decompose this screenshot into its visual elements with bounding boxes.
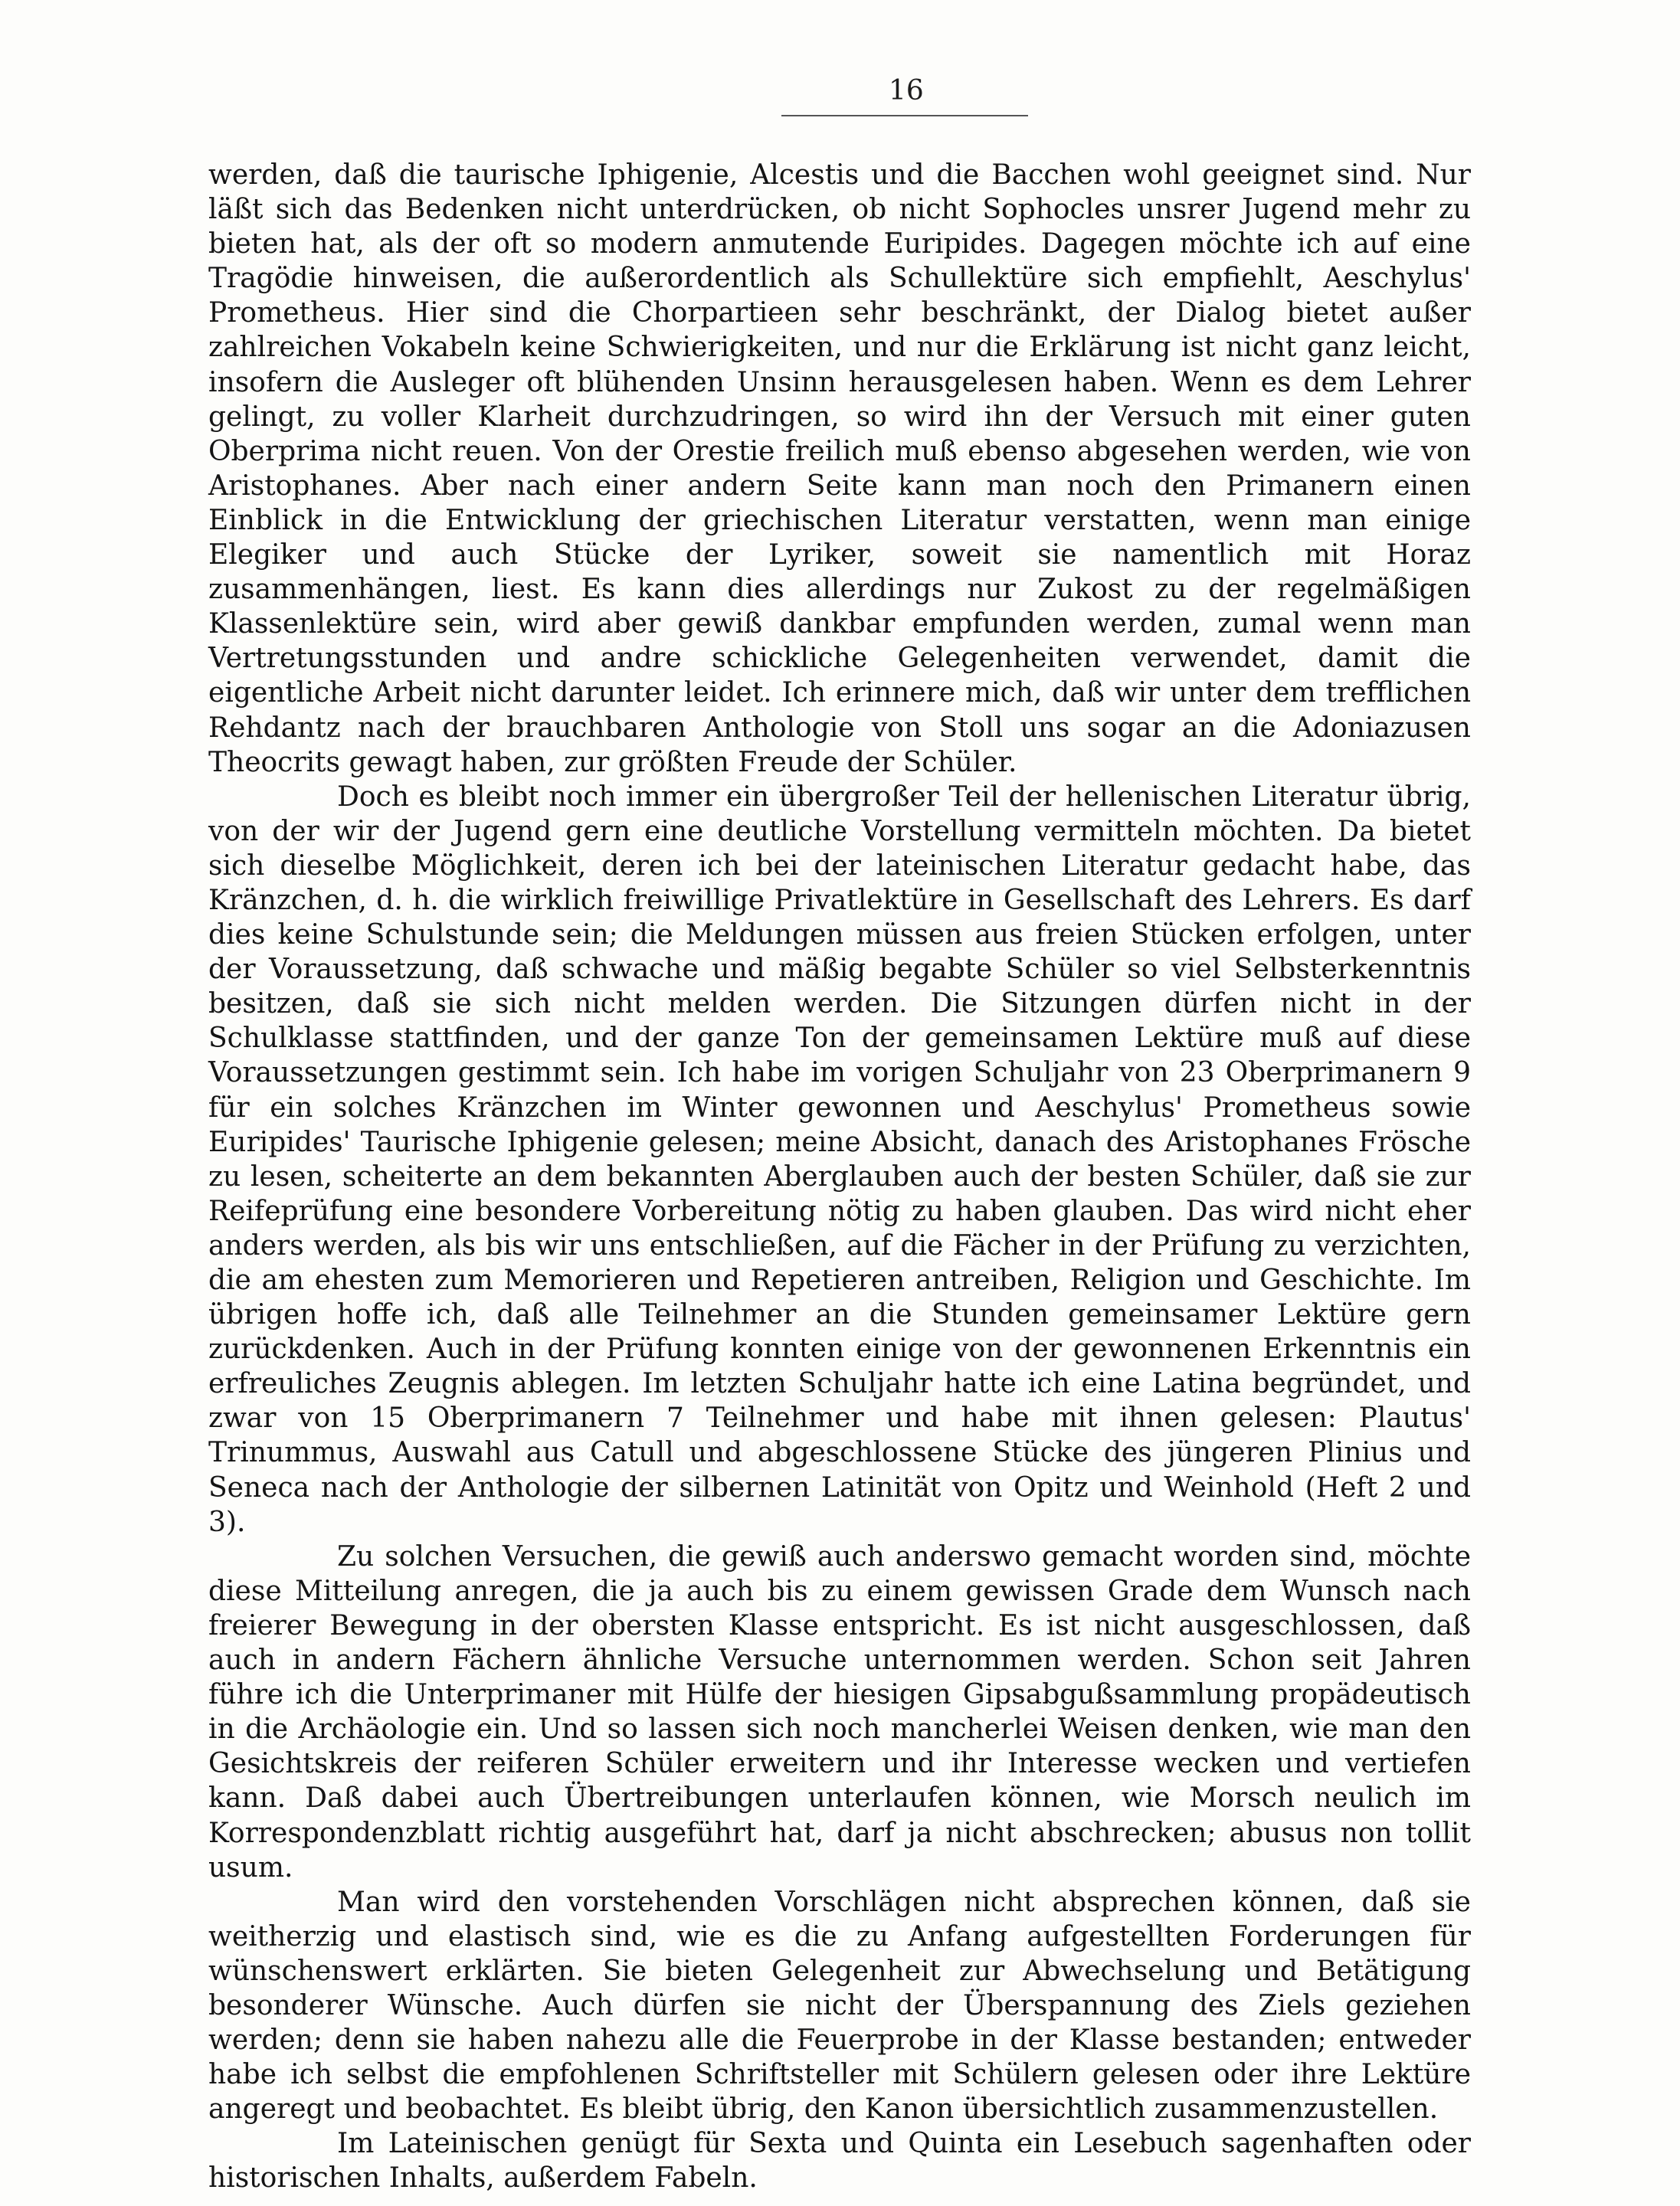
body-text	[208, 158, 1471, 2196]
header-rule	[781, 115, 1028, 116]
page-header	[781, 74, 1028, 109]
paragraph-3: Zu solchen Versuchen, die gewiß auch anderswo gemacht worden sind, möchte diese Mitteilung anregen, die ja auch bis zu einem gewissen Grade dem Wunsch nach freierer Bewegung in der obersten Klasse entspricht. Es ist nicht ausgeschlossen, daß auch in andern Fächern ähnliche Versuche unternommen werden. Schon seit Jahren führe ich die Unterprimaner mit Hülfe der hiesigen Gipsabgußsammlung propädeutisch in die Archäologie ein. Und so lassen sich noch mancherlei Weisen denken, wie man den Gesichtskreis der reiferen Schüler erweitern und ihr Interesse wecken und vertiefen kann. Daß dabei auch Übertreibungen unterlaufen können, wie Morsch neulich im Korrespondenzblatt richtig ausgeführt hat, darf ja nicht abschrecken; abusus non tollit usum.	[208, 1540, 1471, 1884]
paragraph-5: Im Lateinischen genügt für Sexta und Quinta ein Lesebuch sagenhaften oder historischen Inhalts, außerdem Fabeln.	[208, 2128, 1471, 2195]
paragraph-2: Doch es bleibt noch immer ein übergroßer Teil der hellenischen Literatur übrig, von der wir der Jugend gern eine deutliche Vorstellung vermitteln möchten. Da bietet sich dieselbe Möglichkeit, deren ich bei der lateinischen Literatur gedacht habe, das Kränzchen, d. h. die wirklich freiwillige Privatlektüre in Gesellschaft des Lehrers. Es darf dies keine Schulstunde sein; die Meldungen müssen aus freien Stücken erfolgen, unter der Voraussetzung, daß schwache und mäßig begabte Schüler so viel Selbsterkenntnis besitzen, daß sie sich nicht melden werden. Die Sitzungen dürfen nicht in der Schulklasse stattfinden, und der ganze Ton der gemeinsamen Lektüre muß auf diese Voraussetzungen gestimmt sein. Ich habe im vorigen Schuljahr von 23 Oberprimanern 9 für ein solches Kränzchen im Winter gewonnen und Aeschylus' Prometheus sowie Euripides' Taurische Iphigenie gelesen; meine Absicht, danach des Aristophanes Frösche zu lesen, scheiterte an dem bekannten Aberglauben auch der besten Schüler, daß sie zur Reifeprüfung eine besondere Vorbereitung nötig zu haben glauben. Das wird nicht eher anders werden, als bis wir uns entschließen, auf die Fächer in der Prüfung zu verzichten, die am ehesten zum Memorieren und Repetieren antreiben, Religion und Geschichte. Im übrigen hoffe ich, daß alle Teilnehmer an die Stunden gemeinsamer Lektüre gern zurückdenken. Auch in der Prüfung konnten einige von der gewonnenen Erkenntnis ein erfreuliches Zeugnis ablegen. Im letzten Schuljahr hatte ich eine Latina begründet, und zwar von 15 Oberprimanern 7 Teilnehmer und habe mit ihnen gelesen: Plautus' Trinummus, Auswahl aus Catull und abgeschlossene Stücke des jüngeren Plinius und Seneca nach der Anthologie der silbernen Latinität von Opitz und Weinhold (Heft 2 und 3).	[208, 781, 1471, 1538]
page-number: 16	[889, 75, 924, 106]
paragraph-1: werden, daß die taurische Iphigenie, Alcestis und die Bacchen wohl geeignet sind. Nur läßt sich das Bedenken nicht unterdrücken, ob nicht Sophocles unsrer Jugend mehr zu bieten hat, als der oft so modern anmutende Euripides. Dagegen möchte ich auf eine Tragödie hinweisen, die außerordentlich als Schullektüre sich empfiehlt, Aeschylus' Prometheus. Hier sind die Chorpartieen sehr beschränkt, der Dialog bietet außer zahlreichen Vokabeln keine Schwierigkeiten, und nur die Erklärung ist nicht ganz leicht, insofern die Ausleger oft blühenden Unsinn herausgelesen haben. Wenn es dem Lehrer gelingt, zu voller Klarheit durchzudringen, so wird ihn der Versuch mit einer guten Oberprima nicht reuen. Von der Orestie freilich muß ebenso abgesehen werden, wie von Aristophanes. Aber nach einer andern Seite kann man noch den Primanern einen Einblick in die Entwicklung der griechischen Literatur verstatten, wenn man einige Elegiker und auch Stücke der Lyriker, soweit sie namentlich mit Horaz zusammenhängen, liest. Es kann dies allerdings nur Zukost zu der regelmäßigen Klassenlektüre sein, wird aber gewiß dankbar empfunden werden, zumal wenn man Vertretungsstunden und andre schickliche Gelegenheiten verwendet, damit die eigentliche Arbeit nicht darunter leidet. Ich erinnere mich, daß wir unter dem trefflichen Rehdantz nach der brauchbaren Anthologie von Stoll uns sogar an die Adoniazusen Theocrits gewagt haben, zur größten Freude der Schüler.	[208, 159, 1471, 778]
paragraph-4: Man wird den vorstehenden Vorschlägen nicht absprechen können, daß sie weitherzig und elastisch sind, wie es die zu Anfang aufgestellten Forderungen für wünschenswert erklärten. Sie bieten Gelegenheit zur Abwechselung und Betätigung besonderer Wünsche. Auch dürfen sie nicht der Überspannung des Ziels geziehen werden; denn sie haben nahezu alle die Feuerprobe in der Klasse bestanden; entweder habe ich selbst die empfohlenen Schriftsteller mit Schülern gelesen oder ihre Lektüre angeregt und beobachtet. Es bleibt übrig, den Kanon übersichtlich zusammenzustellen.	[208, 1886, 1471, 2126]
